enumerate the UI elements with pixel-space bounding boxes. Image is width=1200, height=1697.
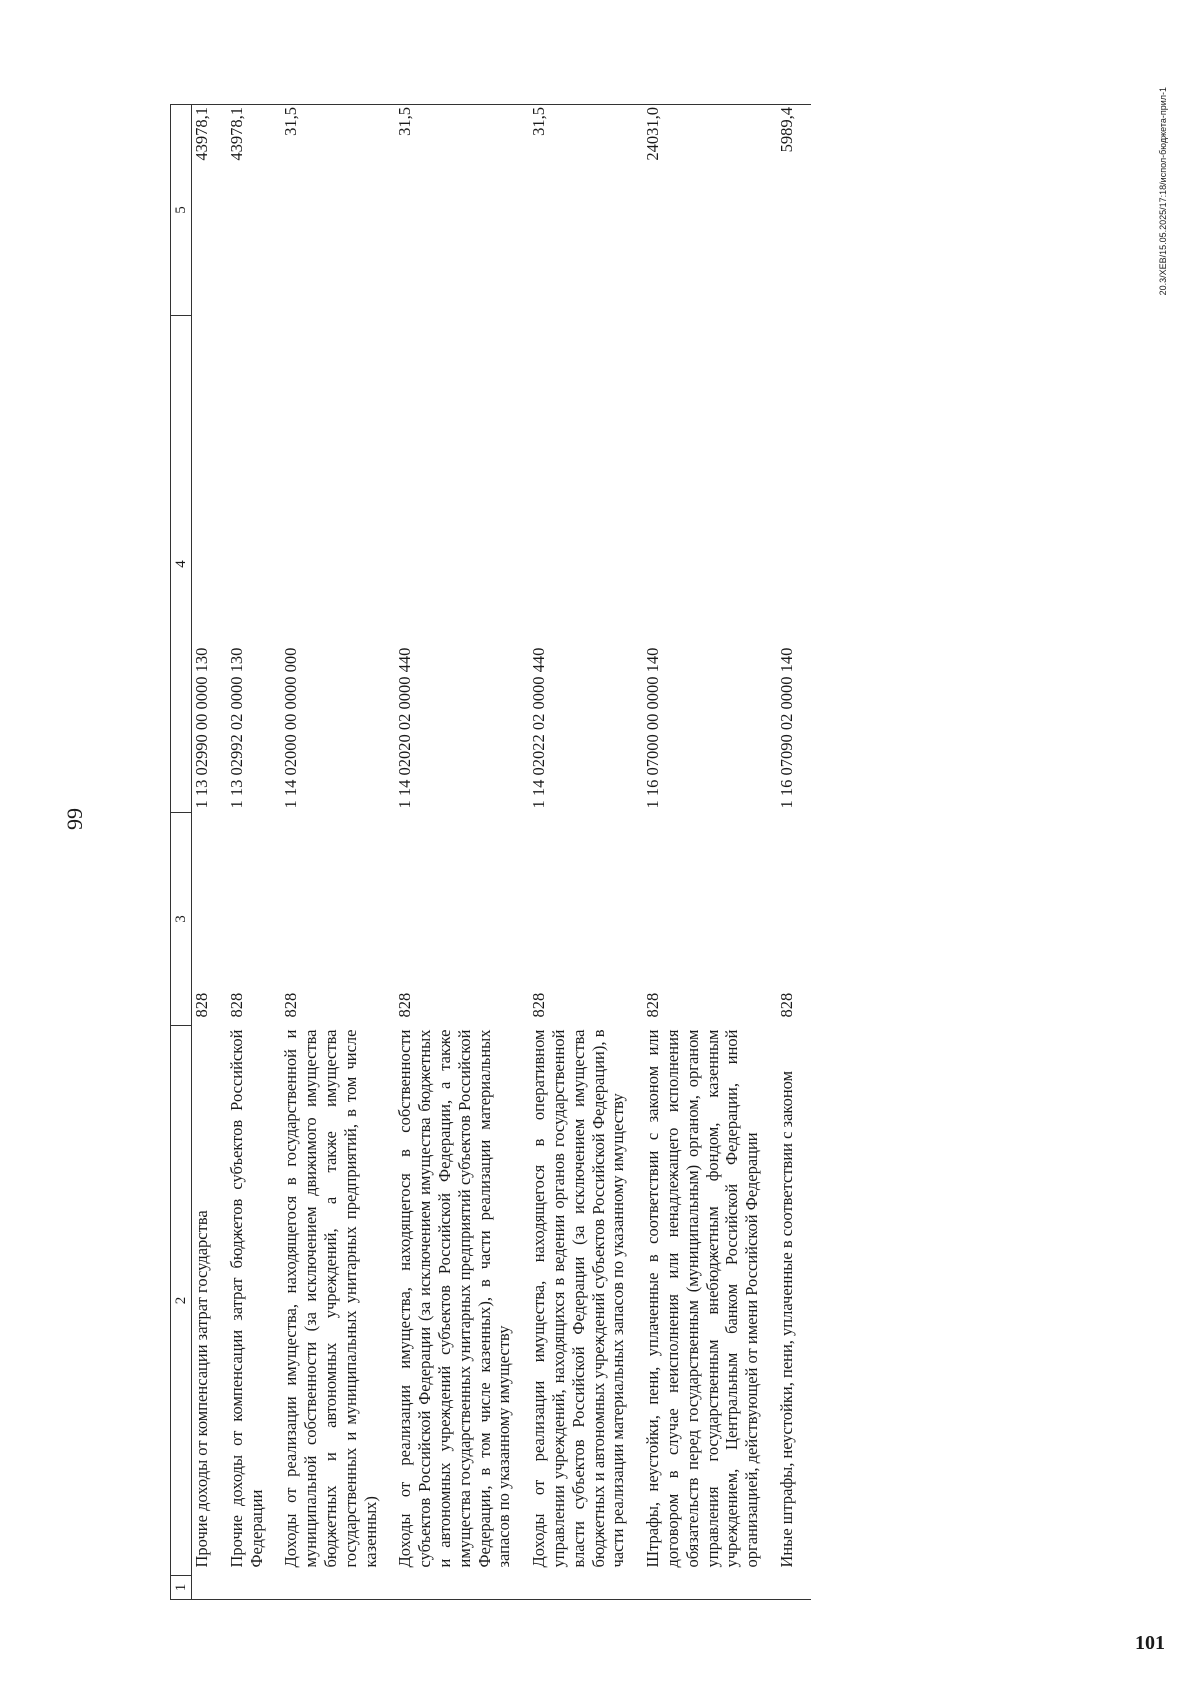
row-name-cell: Доходы от реализации имущества, находящегося в государственной и муниципальной собственности (за исключением движимого имущества бюджетных и автономных учреждений, а также имущества государственных и муниципальных унитарных предприятий, в том числе казенных) <box>281 1029 380 1568</box>
row-admin-code-cell: 828 <box>395 992 415 1018</box>
row-amount-cell: 31,5 <box>280 105 394 316</box>
row-index-cell <box>776 1576 811 1600</box>
row-name-cell: Доходы от реализации имущества, находящегося в оперативном управлении учреждений, находящихся в ведении органов государственной власти субъектов Российской Федерации (за исключением имущества бюджетных и автономных учреждений субъектов Российской Федерации), в части реализации материальных запасов по указанному имуществу <box>529 1029 628 1568</box>
row-admin-code-cell: 828 <box>226 992 246 1018</box>
row-admin-code-cell: 828 <box>192 992 211 1018</box>
printed-page-number: 99 <box>62 808 87 830</box>
table-row <box>776 105 811 1600</box>
table-row <box>192 105 226 1600</box>
row-amount-cell: 5989,4 <box>776 105 811 316</box>
row-admin-code-cell: 828 <box>776 992 796 1018</box>
header-col-1: 1 <box>171 1576 192 1600</box>
table-header-row <box>171 105 192 1600</box>
header-col-4: 4 <box>171 316 192 813</box>
row-kbk-cell: 1 14 02020 02 0000 440 <box>395 647 415 809</box>
row-admin-code-cell: 828 <box>281 992 301 1018</box>
row-index-cell <box>394 1576 528 1600</box>
row-amount-cell: 43978,1 <box>192 105 226 316</box>
header-col-5: 5 <box>171 105 192 316</box>
row-index-cell <box>280 1576 394 1600</box>
row-name-cell: Доходы от реализации имущества, находящегося в собственности субъектов Российской Федерации (за исключением имущества бюджетных и автономных учреждений субъектов Российской Федерации, а также имущества государственных унитарных предприятий субъектов Российской Федерации, в том числе казенных), в части реализации материальных запасов по указанному имуществу <box>395 1029 514 1568</box>
table-row <box>528 105 642 1600</box>
table-row <box>642 105 776 1600</box>
row-name-cell: Иные штрафы, неустойки, пени, уплаченные в соответствии с законом <box>776 1070 796 1568</box>
row-amount-cell: 31,5 <box>394 105 528 316</box>
row-amount-cell: 24031,0 <box>642 105 776 316</box>
row-admin-code-cell: 828 <box>643 992 663 1018</box>
row-amount-cell: 31,5 <box>528 105 642 316</box>
page-number: 101 <box>1135 1632 1165 1654</box>
document-footer-code: 20.3/ХЕВ/15.05.2025/17:18/испол-бюджета-прил-1 <box>1158 87 1168 296</box>
row-kbk-cell: 1 13 02990 00 0000 130 <box>192 647 211 809</box>
row-index-cell <box>528 1576 642 1600</box>
table-row <box>226 105 281 1600</box>
row-name-cell: Прочие доходы от компенсации затрат бюджетов субъектов Российской Федерации <box>226 1029 266 1568</box>
row-name-cell: Штрафы, неустойки, пени, уплаченные в соответствии с законом или договором в случае неисполнения или ненадлежащего исполнения обязательств перед государственным (муниципальным) органом, органом управления государственным внебюджетным фондом, казенным учреждением, Центральным банком Российской Федерации, иной организацией, действующей от имени Российской Федерации <box>643 1029 762 1568</box>
row-kbk-cell: 1 14 02000 00 0000 000 <box>281 647 301 809</box>
row-kbk-cell: 1 16 07090 02 0000 140 <box>776 647 796 809</box>
row-admin-code-cell: 828 <box>529 992 549 1018</box>
row-name-cell: Прочие доходы от компенсации затрат государства <box>192 1210 211 1568</box>
row-kbk-cell: 1 16 07000 00 0000 140 <box>643 647 663 809</box>
table-row <box>280 105 394 1600</box>
row-kbk-cell: 1 13 02992 02 0000 130 <box>226 647 246 809</box>
row-index-cell <box>226 1576 281 1600</box>
header-col-3: 3 <box>171 813 192 1026</box>
revenue-table <box>170 104 811 1600</box>
row-kbk-cell: 1 14 02022 02 0000 440 <box>529 647 549 809</box>
header-col-2: 2 <box>171 1026 192 1576</box>
revenue-table-container <box>170 105 811 1600</box>
row-index-cell <box>192 1576 226 1600</box>
table-row <box>394 105 528 1600</box>
row-amount-cell: 43978,1 <box>226 105 281 316</box>
row-index-cell <box>642 1576 776 1600</box>
